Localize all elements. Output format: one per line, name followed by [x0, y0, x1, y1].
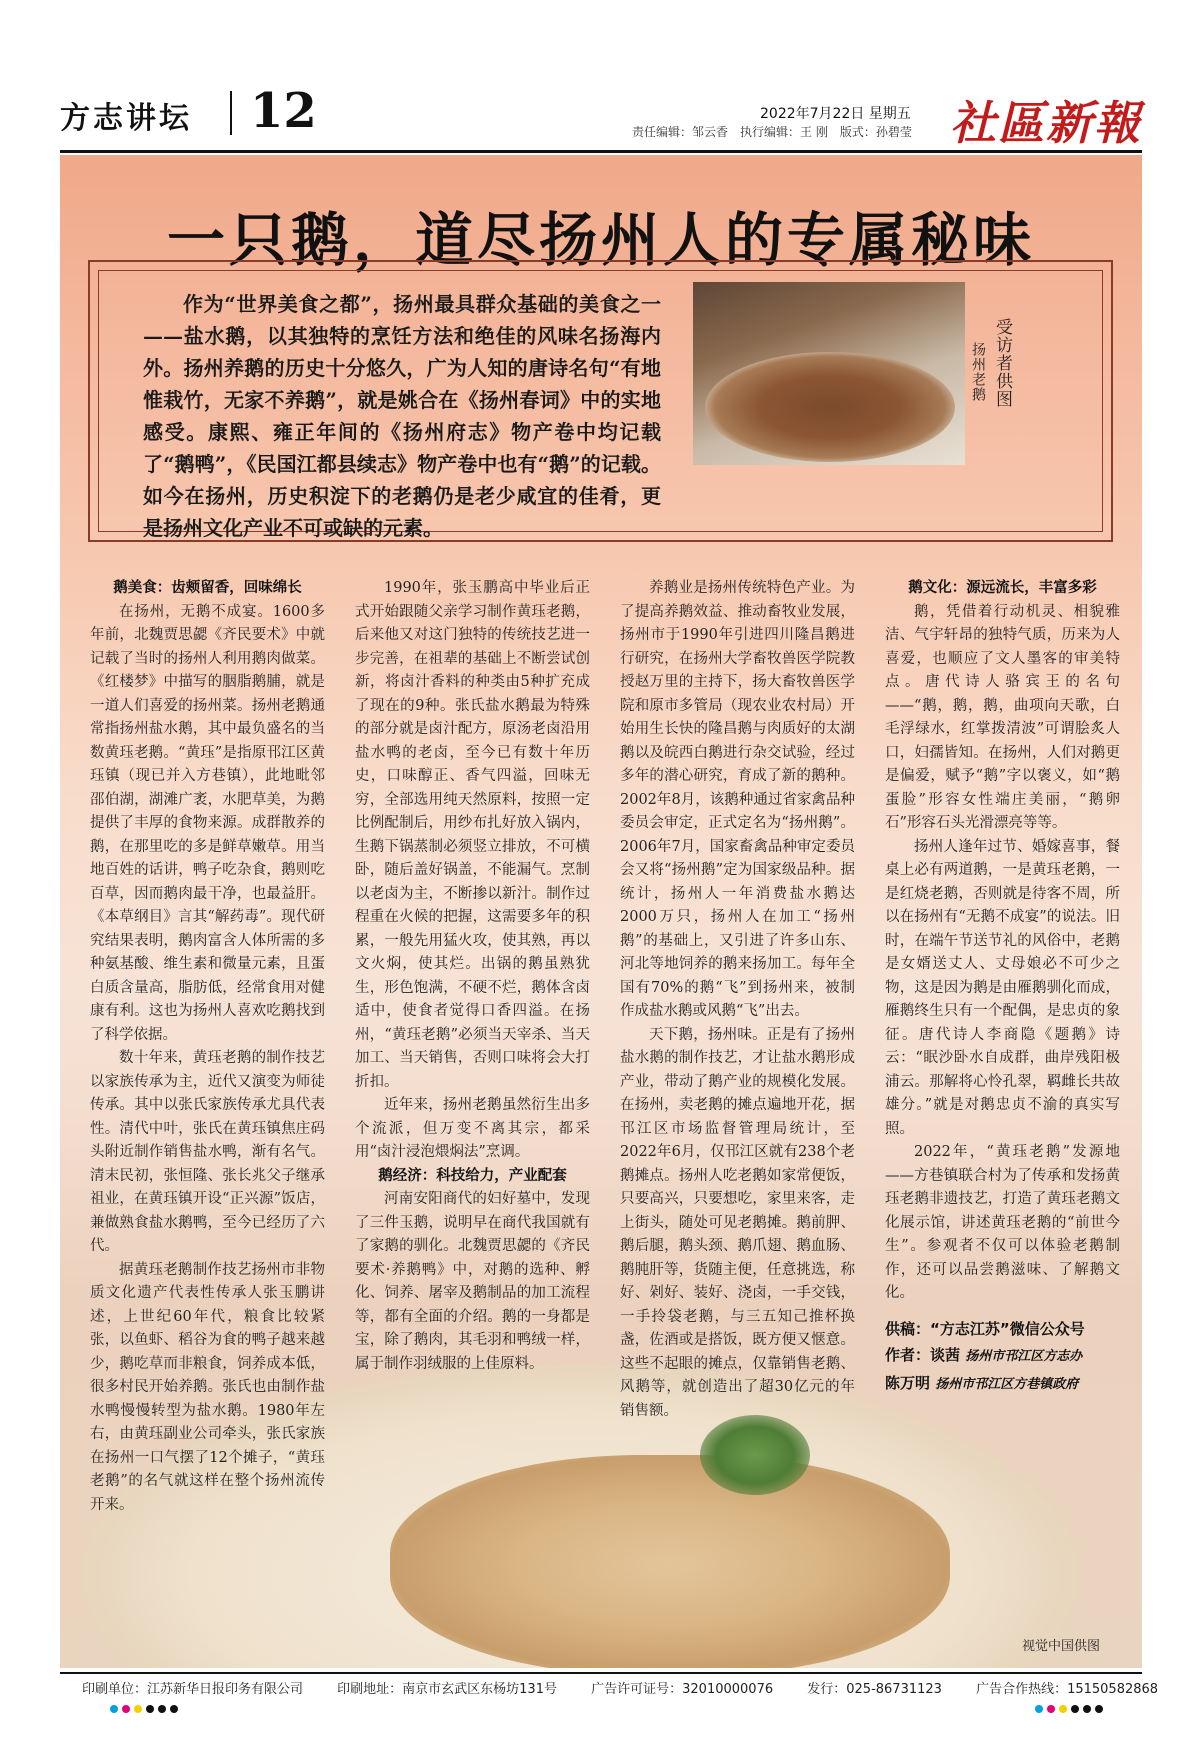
author-name: 陈万明: [885, 1373, 931, 1392]
printer-info: 印刷单位：江苏新华日报印务有限公司: [82, 1682, 304, 1697]
section-heading: 鹅经济：科技给力，产业配套: [378, 1167, 567, 1184]
author-line-2: [885, 1370, 1120, 1398]
intro-box: [88, 260, 1113, 542]
registration-dot: [1047, 1705, 1055, 1713]
registration-dot: [170, 1705, 178, 1713]
header-divider: [230, 91, 232, 135]
registration-dot: [1095, 1705, 1103, 1713]
photo-caption: 扬州老鹅: [970, 342, 986, 402]
registration-dot: [1071, 1705, 1079, 1713]
registration-dot: [110, 1705, 118, 1713]
ad-hotline: 广告合作热线：15150582868: [976, 1682, 1159, 1697]
paragraph: 天下鹅，扬州味。正是有了扬州盐水鹅的制作技艺，才让盐水鹅形成产业，带动了鹅产业的规模化发展。在扬州，卖老鹅的摊点遍地开花，据邗江区市场监督管理局统计，至2022年6月，仅邗江区就有238个老鹅摊点。扬州人吃老鹅如家常便饭，只要高兴，只要想吃，家里来客，走上街头，随处可见老鹅摊。鹅前胛、鹅后腿，鹅头颈、鹅爪翅、鹅血肠、鹅肫肝等，货随主便，任意挑选，称好、剁好、装好、浇卤，一手交钱，一手拎袋老鹅，与三五知己推杯换盏，佐酒或是搭饭，既方便又惬意。这些不起眼的摊点，仅靠销售老鹅、风鹅等，就创造出了超30亿元的年销售额。: [620, 1026, 855, 1419]
article-panel: [60, 155, 1142, 1668]
registration-dot: [1059, 1705, 1067, 1713]
registration-dots-left: [110, 1698, 182, 1717]
top-rule: [60, 150, 1142, 153]
paragraph: 2022年，“黄珏老鹅”发源地——方巷镇联合村为了传承和发扬黄珏老鹅非遗技艺，打造了黄珏老鹅文化展示馆，讲述黄珏老鹅的“前世今生”。参观者不仅可以体验老鹅制作，还可以品尝鹅滋味、了解鹅文化。: [885, 1144, 1120, 1301]
paragraph: 养鹅业是扬州传统特色产业。为了提高养鹅效益、推动畜牧业发展，扬州市于1990年引进四川隆昌鹅进行研究，在扬州大学畜牧兽医学院教授赵万里的主持下，扬大畜牧兽医学院和原市多管局（现农业农村局）开始用生长快的隆昌鹅与肉质好的太湖鹅以及皖西白鹅进行杂交试验，经过多年的潜心研究，育成了新的鹅种。2002年8月，该鹅种通过省家禽品种委员会审定，正式定名为“扬州鹅”。2006年7月，国家畜禽品种审定委员会又将“扬州鹅”定为国家级品种。据统计，扬州人一年消费盐水鹅达2000万只，扬州人在加工“扬州鹅”的基础上，又引进了许多山东、河北等地饲养的鹅来扬加工。每年全国有70%的鹅“飞”到扬州来，被制作成盐水鹅或风鹅“飞”出去。: [620, 580, 855, 1019]
column-2: [355, 577, 590, 1376]
article-title: 一只鹅，道尽扬州人的专属秘味: [166, 206, 1035, 274]
paragraph: 在扬州，无鹅不成宴。1600多年前，北魏贾思勰《齐民要术》中就记载了当时的扬州人利用鹅肉做菜。《红楼梦》中描写的胭脂鹅脯，就是一道人们喜爱的扬州菜。扬州老鹅通常指扬州盐水鹅，其中最负盛名的当数黄珏老鹅。“黄珏”是指原邗江区黄珏镇（现已并入方巷镇），此地毗邻邵伯湖，湖滩广袤，水肥草美，为鹅提供了丰厚的食物来源。成群散养的鹅，在那里吃的多是鲜草嫩草。用当地百姓的话讲，鸭子吃杂食，鹅则吃百草，因而鹅肉最干净，也最益肝。《本草纲目》言其“解药毒”。现代研究结果表明，鹅肉富含人体所需的多种氨基酸、维生素和微量元素，且蛋白质含量高，脂肪低，经常食用对健康有利。这也为扬州人喜欢吃鹅找到了科学依据。: [90, 603, 325, 1043]
section-heading: 鹅美食：齿颊留香，回味绵长: [113, 580, 302, 596]
column-3: [620, 577, 855, 1423]
author-label: 作者：: [885, 1345, 931, 1364]
registration-dot: [1035, 1705, 1043, 1713]
paragraph: 近年来，扬州老鹅虽然衍生出多个流派，但万变不离其宗，都采用“卤汁浸泡煨焖法”烹调。: [355, 1097, 590, 1160]
author-name: 谈茜: [930, 1345, 961, 1364]
registration-dots-right: [1035, 1698, 1107, 1717]
intro-text: 作为“世界美食之都”，扬州最具群众基础的美食之一——盐水鹅，以其独特的烹饪方法和绝佳的风味名扬海内外。扬州养鹅的历史十分悠久，广为人知的唐诗名句“有地惟栽竹，无家不养鹅”，就是姚合在《扬州春词》中的实地感受。康熙、雍正年间的《扬州府志》物产卷中均记载了“鹅鸭”，《民国江都县续志》物产卷中也有“鹅”的记载。如今在扬州，历史积淀下的老鹅仍是老少咸宜的佳肴，更是扬州文化产业不可或缺的元素。: [143, 292, 661, 540]
printer-address: 印刷地址：南京市玄武区东杨坊131号: [337, 1682, 557, 1697]
source-provider: 供稿：“方志江苏”微信公众号: [885, 1319, 1085, 1338]
bottom-photo-credit: 视觉中国供图: [1022, 1639, 1101, 1654]
page-footer: [60, 1672, 1159, 1712]
section-name: 方志讲坛: [60, 101, 192, 136]
newspaper-logo: 社區新報: [950, 96, 1142, 150]
paragraph: 河南安阳商代的妇好墓中，发现了三件玉鹅，说明早在商代我国就有了家鹅的驯化。北魏贾思勰的《齐民要术·养鹅鸭》中，对鹅的选种、孵化、饲养、屠宰及鹅制品的加工流程等，都有全面的介绍。鹅的一身都是宝，除了鹅肉，其毛羽和鸭绒一样，属于制作羽绒服的上佳原料。: [355, 1191, 590, 1372]
paragraph: 扬州人逢年过节、婚嫁喜事，餐桌上必有两道鹅，一是黄珏老鹅，一是红烧老鹅，否则就是待客不周，所以在扬州有“无鹅不成宴”的说法。旧时，在端午节送节礼的风俗中，老鹅是女婿送丈人、丈母娘必不可少之物，这是因为鹅是由雁鹅驯化而成，雁鹅终生只有一个配偶，是忠贞的象征。唐代诗人李商隐《题鹅》诗云：“眠沙卧水自成群，曲岸残阳极浦云。那解将心怜孔翠，羁雌长共故雄分。”就是对鹅忠贞不渝的真实写照。: [885, 838, 1120, 1137]
section-heading: 鹅文化：源远流长，丰富多彩: [908, 580, 1097, 596]
registration-dot: [134, 1705, 142, 1713]
page-number: 12: [250, 83, 317, 139]
article-body: [90, 577, 1120, 1513]
paragraph: 据黄珏老鹅制作技艺扬州市非物质文化遗产代表性传承人张玉鹏讲述，上世纪60年代，粮食比较紧张，以鱼虾、稻谷为食的鸭子越来越少，鹅吃草而非粮食，饲养成本低，很多村民开始养鹅。张氏也由制作盐水鸭慢慢转型为盐水鹅。1980年左右，由黄珏副业公司牵头，张氏家族在扬州一口气摆了12个摊子，“黄珏老鹅”的名气就这样在整个扬州流传开来。: [90, 1261, 325, 1513]
column-4: [885, 577, 1120, 1398]
paragraph: 鹅，凭借着行动机灵、相貌雅洁、气宇轩昂的独特气质，历来为人喜爱，也顺应了文人墨客的审美特点。唐代诗人骆宾王的名句——“鹅，鹅，鹅，曲项向天歌，白毛浮绿水，红掌拨清波”可谓脍炙人口，妇孺皆知。在扬州，人们对鹅更是偏爱，赋予“鹅”字以褒义，如“鹅蛋脸”形容女性端庄美丽，“鹅卵石”形容石头光滑漂亮等等。: [885, 603, 1120, 831]
issue-date: 2022年7月22日 星期五: [760, 106, 911, 122]
registration-dot: [1083, 1705, 1091, 1713]
sliced-goose-dish: [705, 352, 955, 462]
column-1: [90, 577, 325, 1517]
author-affiliation: 扬州市邗江区方志办: [965, 1348, 1083, 1364]
source-credits: [885, 1316, 1120, 1398]
photo-credit: 受访者供图: [992, 318, 1012, 408]
paragraph: 数十年来，黄珏老鹅的制作技艺以家族传承为主，近代又演变为师徒传承。其中以张氏家族传承尤具代表性。清代中叶，张氏在黄珏镇焦庄码头附近制作销售盐水鸭，渐有名气。清末民初，张恒隆、张长兆父子继承祖业，在黄珏镇开设“正兴源”饭店，兼做熟食盐水鹅鸭，至今已经历了六代。: [90, 1050, 325, 1254]
goose-dish-photo: [693, 282, 965, 465]
registration-dot: [158, 1705, 166, 1713]
footer-rule: [60, 1672, 1142, 1674]
footer-info: [82, 1678, 1188, 1697]
author-affiliation: 扬州市邗江区方巷镇政府: [935, 1376, 1079, 1392]
masthead: [60, 83, 1142, 150]
paragraph: 1990年，张玉鹏高中毕业后正式开始跟随父亲学习制作黄珏老鹅，后来他又对这门独特的传统技艺进一步完善，在祖辈的基础上不断尝试创新，将卤汁香料的种类由5种扩充成了现在的9种。张氏盐水鹅最为特殊的部分就是卤汁配方，原汤老卤沿用盐水鸭的老卤，至今已有数十年历史，口味醇正、香气四溢，回味无穷，全部选用纯天然原料，按照一定比例配制后，用纱布扎好放入锅内，生鹅下锅蒸制必须竖立排放，不可横卧，随后盖好锅盖，不能漏气。烹制以老卤为主，不断掺以新汁。制作过程重在火候的把握，这需要多年的积累，一般先用猛火攻，使其熟，再以文火焖，使其烂。出锅的鹅虽熟犹生，形色饱满，不硬不烂，鹅体含卤适中，使食者觉得口香四溢。在扬州，“黄珏老鹅”必须当天宰杀、当天加工、当天销售，否则口味将会大打折扣。: [355, 580, 590, 1090]
distribution-phone: 发行：025-86731123: [807, 1682, 942, 1697]
author-line-1: [885, 1342, 1120, 1370]
ad-license: 广告许可证号：32010000076: [591, 1682, 774, 1697]
registration-dot: [146, 1705, 154, 1713]
registration-dot: [122, 1705, 130, 1713]
editors-line: 责任编辑：邹云香 执行编辑：王 刚 版式：孙碧莹: [632, 125, 912, 139]
